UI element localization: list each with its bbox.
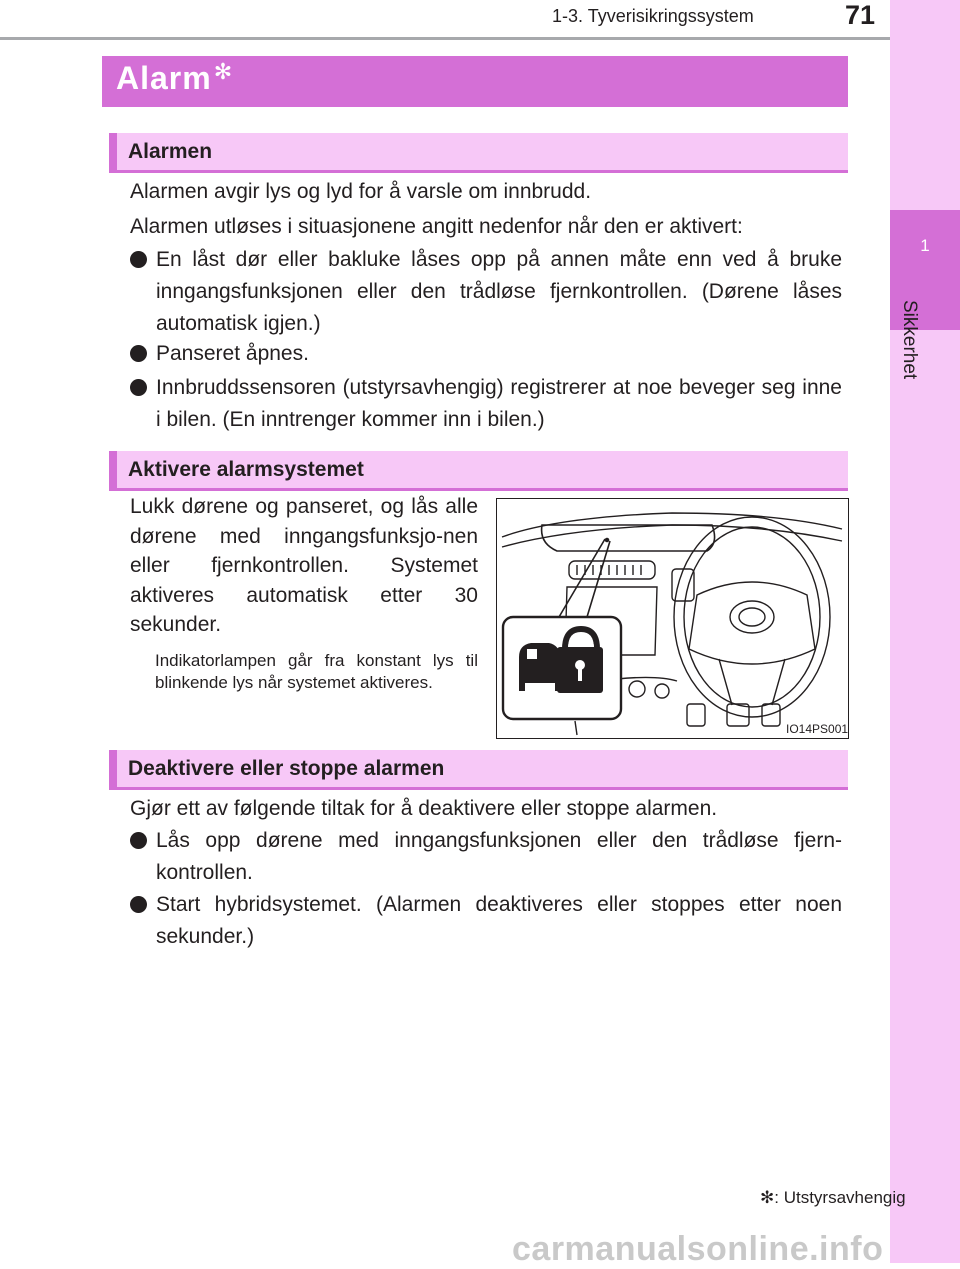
list-item xyxy=(130,372,842,436)
chapter-label: Sikkerhet xyxy=(899,300,920,380)
list-item-text: En låst dør eller bakluke låses opp på annen måte enn ved å bruke inngangsfunksjonen eller den trådløse fjernkontrollen. (Dørene låses automatisk igjen.) xyxy=(156,248,842,335)
paragraph: Alarmen avgir lys og lyd for å varsle om innbrudd. xyxy=(130,180,592,203)
bullet-icon xyxy=(130,251,147,268)
bullet-icon xyxy=(130,896,147,913)
subsection-heading-deaktivere: Deaktivere eller stoppe alarmen xyxy=(128,757,445,780)
page-title-text: Alarm xyxy=(116,60,212,96)
list-item-text: Innbruddssensoren (utstyrsavhengig) registrerer at noe beveger seg inne i bilen. (En inntrenger kommer inn i bilen.) xyxy=(156,376,842,431)
paragraph: Lukk dørene og panseret, og lås alle dørene med inngangsfunksjo-nen eller fjernkontrollen. Systemet aktiveres automatisk etter 30 sekunder. xyxy=(130,495,478,636)
steering-wheel-illustration xyxy=(497,499,848,738)
list-item xyxy=(130,889,842,953)
paragraph: Alarmen utløses i situasjonene angitt nedenfor når den er aktivert: xyxy=(130,215,743,238)
figure-code: IO14PS001 xyxy=(786,722,849,736)
page-title xyxy=(116,59,233,97)
subsection-accent xyxy=(109,750,117,787)
note-text: Indikatorlampen går fra konstant lys til blinkende lys når systemet aktiveres. xyxy=(155,651,478,692)
side-tab-strip xyxy=(890,0,960,1263)
chapter-number: 1 xyxy=(920,236,930,255)
list-item-text: Panseret åpnes. xyxy=(156,342,309,365)
subsection-heading-alarmen: Alarmen xyxy=(128,140,213,163)
bullet-icon xyxy=(130,345,147,362)
list-item-text: Start hybridsystemet. (Alarmen deaktiveres eller stoppes etter noen sekunder.) xyxy=(156,893,842,948)
footnote: ✻: Utstyrsavhengig xyxy=(760,1188,906,1207)
list-item xyxy=(130,825,842,889)
subsection-accent xyxy=(109,133,117,170)
subsection-heading-aktivere: Aktivere alarmsystemet xyxy=(128,458,364,481)
bullet-icon xyxy=(130,832,147,849)
list-item xyxy=(130,244,842,340)
dashboard-figure xyxy=(496,498,849,739)
subsection-bar-alarmen xyxy=(109,133,848,173)
list-item-text: Lås opp dørene med inngangsfunksjonen eller den trådløse fjern-kontrollen. xyxy=(156,829,842,884)
section-title: 1-3. Tyverisikringssystem xyxy=(552,6,754,26)
optional-marker: ✻ xyxy=(213,59,234,84)
list-item xyxy=(130,338,842,370)
paragraph: Gjør ett av følgende tiltak for å deaktivere eller stoppe alarmen. xyxy=(130,797,718,820)
subsection-accent xyxy=(109,451,117,488)
page-number: 71 xyxy=(845,0,876,30)
watermark: carmanualsonline.info xyxy=(512,1230,884,1268)
bullet-icon xyxy=(130,379,147,396)
header-rule xyxy=(0,37,890,40)
